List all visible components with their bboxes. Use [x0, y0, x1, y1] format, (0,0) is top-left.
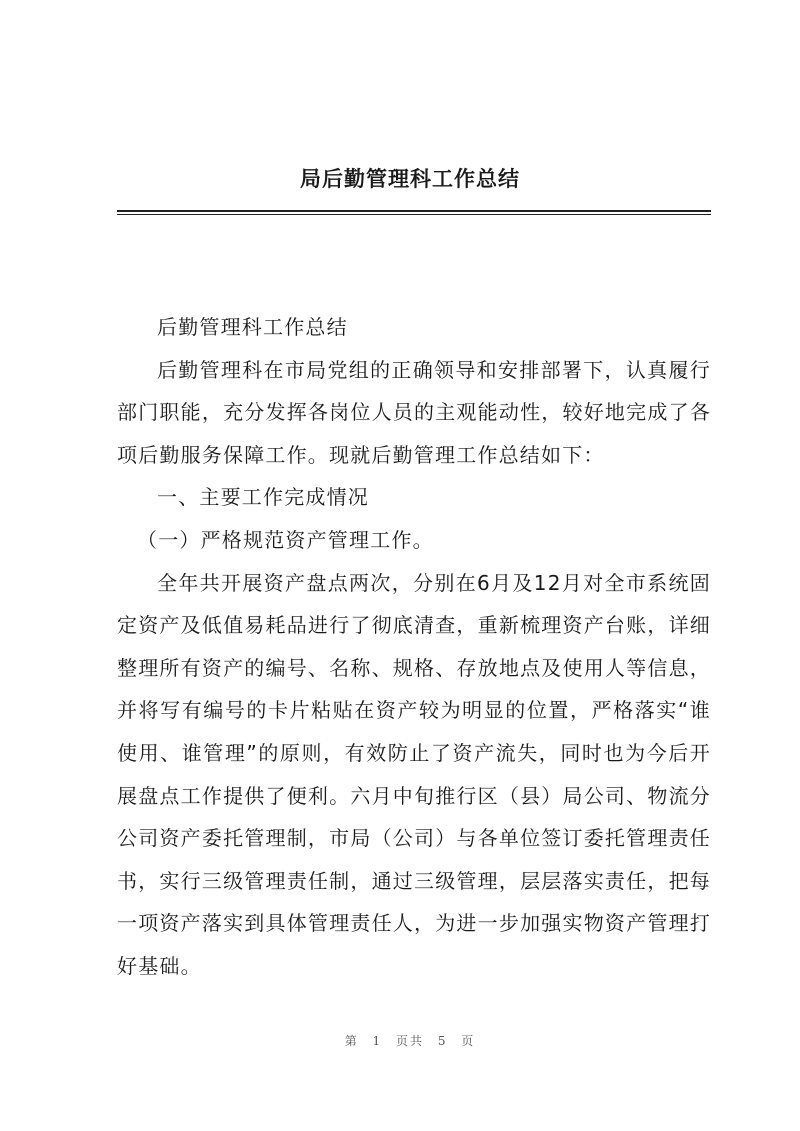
intro-paragraph: 后勤管理科在市局党组的正确领导和安排部署下，认真履行部门职能，充分发挥各岗位人员的主观能动性，较好地完成了各项后勤服务保障工作。现就后勤管理工作总结如下：: [117, 357, 711, 467]
title-divider-thin: [117, 214, 711, 215]
title-divider-thick: [117, 210, 711, 212]
document-body: [117, 306, 711, 988]
section-heading-main-work: 一、主要工作完成情况: [157, 485, 369, 510]
page-footer: 第 1 页共 5 页: [344, 1034, 476, 1048]
asset-management-paragraph: 全年共开展资产盘点两次，分别在6月及12月对全市系统固定资产及低值易耗品进行了彻底清查，重新梳理资产台账，详细整理所有资产的编号、名称、规格、存放地点及使用人等信息，并将写有编号的卡片粘贴在资产较为明显的位置，严格落实“谁使用、谁管理”的原则，有效防止了资产流失，同时也为今后开展盘点工作提供了便利。六月中旬推行区（县）局公司、物流分公司资产委托管理制，市局（公司）与各单位签订委托管理责任书，实行三级管理责任制，通过三级管理，层层落实责任，把每一项资产落实到具体管理责任人，为进一步加强实物资产管理打好基础。: [117, 570, 711, 978]
section-heading: 后勤管理科工作总结: [157, 315, 348, 339]
document-title: 局后勤管理科工作总结: [300, 167, 520, 191]
subsection-heading-asset-management: （一）严格规范资产管理工作。: [137, 527, 434, 552]
